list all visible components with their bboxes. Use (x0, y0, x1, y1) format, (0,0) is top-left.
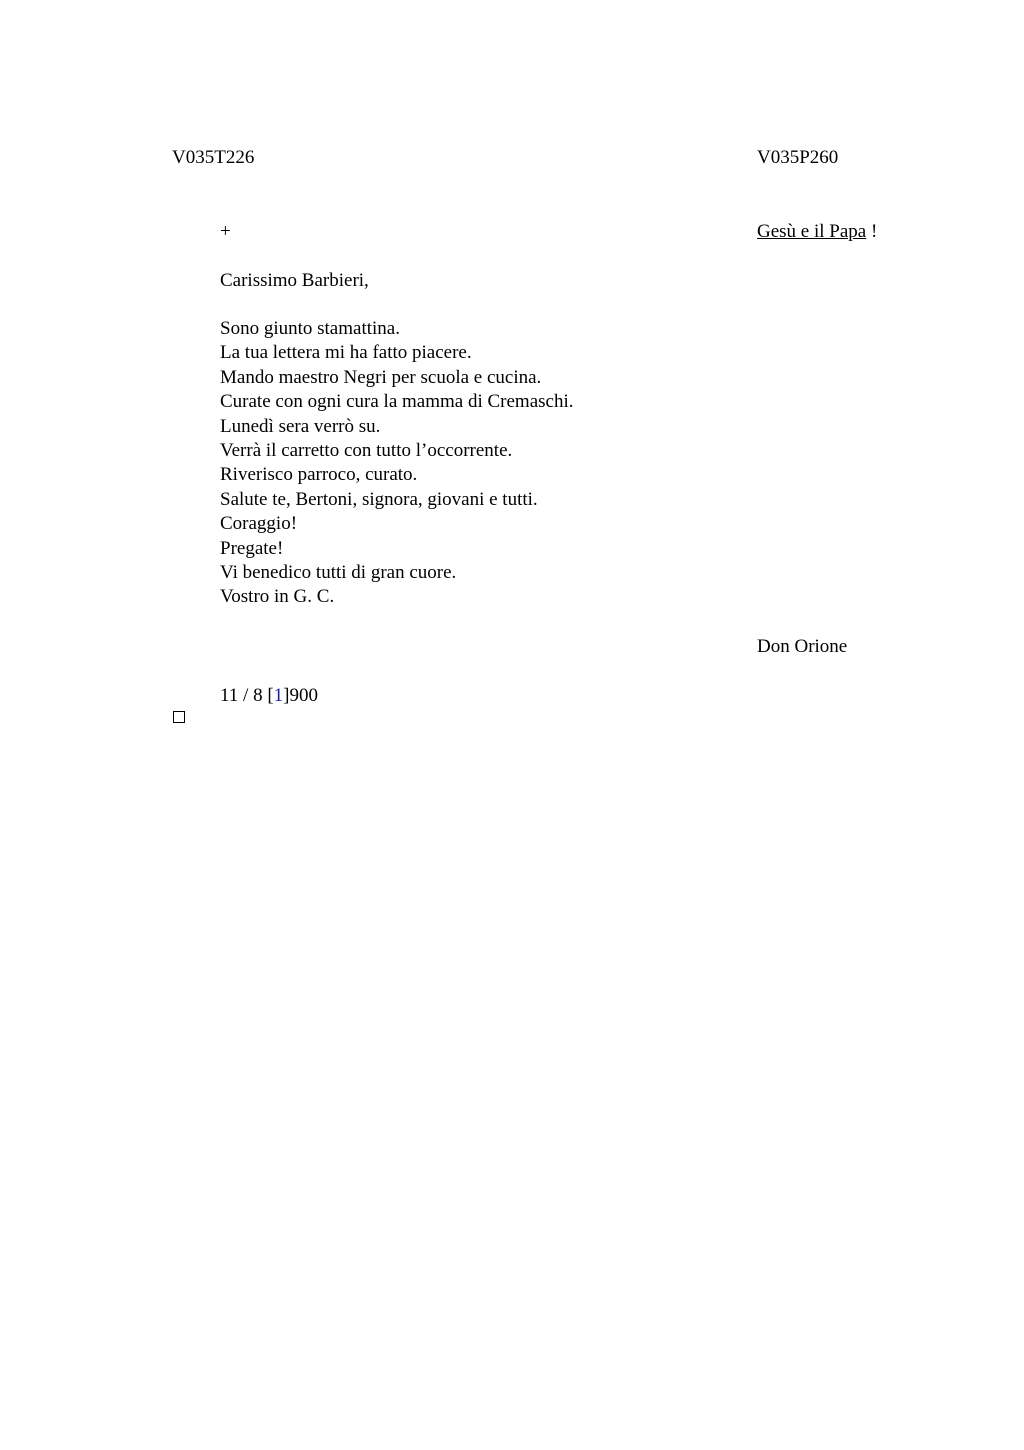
letter-greeting: Carissimo Barbieri, (220, 270, 369, 291)
signature: Don Orione (757, 636, 848, 657)
letter-line: Vostro in G. C. (220, 586, 335, 608)
date-prefix: 11 / 8 [ (220, 685, 274, 706)
letter-body (220, 318, 574, 611)
letter-line: Vi benedico tutti di gran cuore. (220, 561, 457, 583)
date-suffix: ]900 (283, 685, 318, 706)
letter-line: Pregate! (220, 537, 284, 559)
document-code-right: V035P260 (757, 147, 839, 168)
motto (757, 221, 877, 243)
letter-line: Salute te, Bertoni, signora, giovani e tutti. (220, 488, 538, 510)
motto-exclamation: ! (870, 221, 878, 242)
empty-square-icon (173, 711, 185, 723)
cross-symbol: + (220, 221, 231, 242)
letter-line: La tua lettera mi ha fatto piacere. (220, 342, 472, 364)
letter-date (220, 685, 318, 707)
motto-underlined: Gesù e il Papa (757, 221, 867, 242)
letter-line: Verrà il carretto con tutto l’occorrente. (220, 439, 513, 461)
letter-line: Lunedì sera verrò su. (220, 415, 381, 437)
document-code-left: V035T226 (172, 147, 255, 168)
letter-line: Coraggio! (220, 513, 298, 535)
letter-line: Mando maestro Negri per scuola e cucina. (220, 366, 542, 388)
letter-line: Curate con ogni cura la mamma di Cremaschi. (220, 391, 574, 413)
footnote-link[interactable]: 1 (273, 685, 284, 706)
letter-line: Riverisco parroco, curato. (220, 464, 418, 486)
letter-line: Sono giunto stamattina. (220, 318, 400, 339)
